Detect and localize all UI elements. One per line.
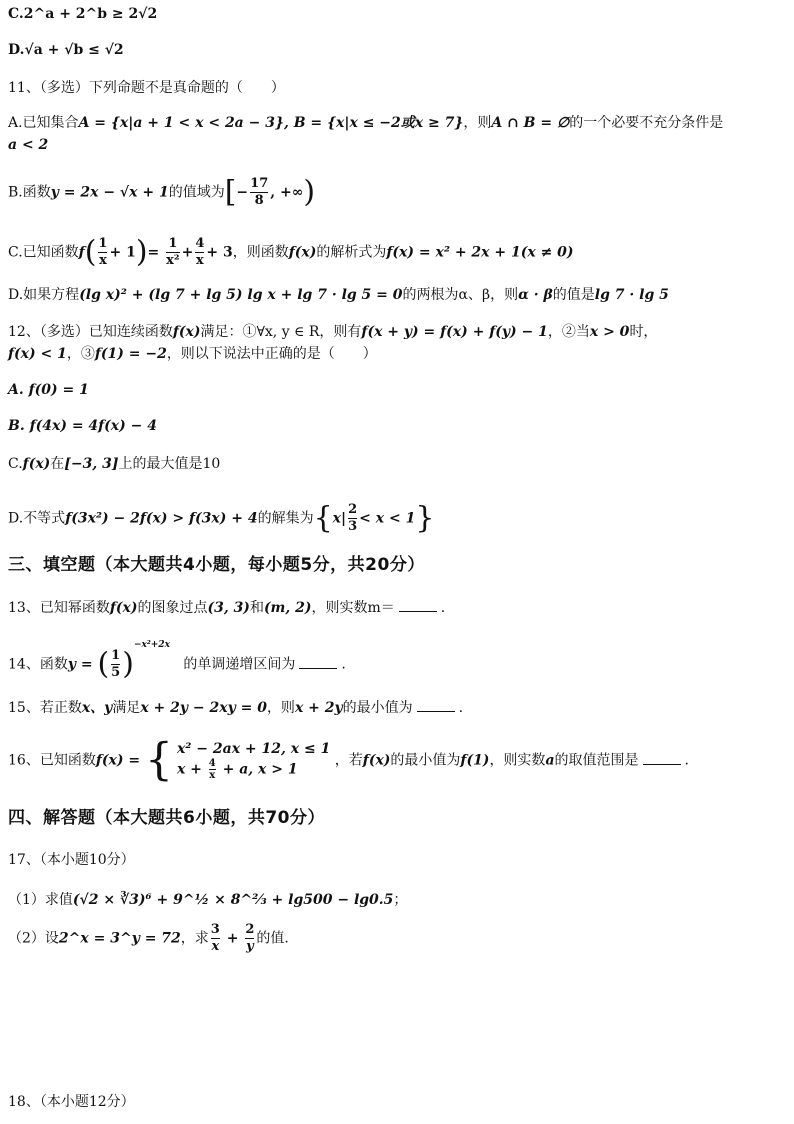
q10-option-c: C.2^a + 2^b ≥ 2√2 [8, 6, 158, 22]
q11-option-a: A.已知集合A = {x|a + 1 < x < 2a − 3}, B = {x|x ≤ −2或x ≥ 7}，则A ∩ B = ∅的一个必要不充分条件是 a < 2 [8, 115, 724, 153]
q11-option-b: B.函数y = 2x − √x + 1的值域为[− $\frac{17}{8}$ , +∞) [8, 174, 316, 210]
q12-stem: 12、（多选）已知连续函数f(x)满足：①∀x, y ∈ R，则有f(x + y) = f(x) + f(y) − 1，②当x > 0时， [8, 324, 658, 340]
q12-option-c: C.f(x)在[−3, 3]上的最大值是10 [8, 456, 221, 472]
q12-option-d: D.不等式f(3x²) − 2f(x) > f(3x) + 4的解集为{x| $\frac{2}{3}$ < x < 1} [8, 500, 435, 536]
q12-stem-line2: f(x) < 1，③f(1) = −2，则以下说法中正确的是（ ） [8, 346, 377, 362]
q12-option-b: B. f(4x) = 4f(x) − 4 [8, 418, 157, 434]
q15-answer-blank[interactable] [417, 699, 455, 712]
q11-option-d: D.如果方程(lg x)² + (lg 7 + lg 5) lg x + lg 7 · lg 5 = 0的两根为α、β，则α · β的值是lg 7 · lg 5 [8, 287, 669, 303]
q11-option-a-tail: a < 2 [8, 137, 49, 153]
q16-answer-blank[interactable] [643, 752, 681, 765]
q11-stem: 11、（多选）下列命题不是真命题的（ ） [8, 80, 285, 96]
q17-part2: （2）设2^x = 3^y = 72，求 $\frac{3}{x}$ + $\frac{2}{y}$ 的值. [8, 922, 289, 954]
q15: 15、若正数x、y满足x + 2y − 2xy = 0，则x + 2y的最小值为 . [8, 700, 464, 716]
q14: 14、函数y = ( $\frac{1}{5}$ )$^{-x^2+2x}$ 的单调递增区间为 . [8, 639, 346, 682]
q17-part1: （1）求值(√2 × ∛3)⁶ + 9^½ × 8^⅔ + lg500 − lg0.5； [8, 892, 408, 908]
q14-answer-blank[interactable] [299, 656, 337, 669]
q13-answer-blank[interactable] [399, 599, 437, 612]
section-fill-in-title: 三、填空题（本大题共4小题，每小题5分，共20分） [8, 555, 425, 575]
q11-option-b-fraction: $\frac{17}{8}$ [250, 176, 269, 208]
q11-option-c: C.已知函数f( $\frac{1}{x}$ + 1)= $\frac{1}{\text{x²}}$ + $\frac{4}{x}$ + 3，则函数f(x)的解析式为f(x) = x² + 2x + 1(x ≠ 0) [8, 234, 574, 270]
q10-option-d: D.√a + √b ≤ √2 [8, 42, 124, 58]
q12-option-a: A. f(0) = 1 [8, 382, 89, 398]
section-solve-title: 四、解答题（本大题共6小题，共70分） [8, 808, 325, 828]
q16: 16、已知函数f(x) = { x² − 2ax + 12, x ≤ 1 x + $\frac{4}{x}$ + a, x > 1 ，若f(x)的最小值为f(1)，则实数a的取值范围是 . [8, 734, 689, 786]
q18-title: 18、（本小题12分） [8, 1094, 135, 1110]
q12-option-d-fraction: $\frac{2}{3}$ [348, 502, 358, 534]
q17-title: 17、（本小题10分） [8, 852, 135, 868]
q13: 13、已知幂函数f(x)的图象过点(3, 3)和(m, 2)，则实数m＝ . [8, 600, 446, 616]
